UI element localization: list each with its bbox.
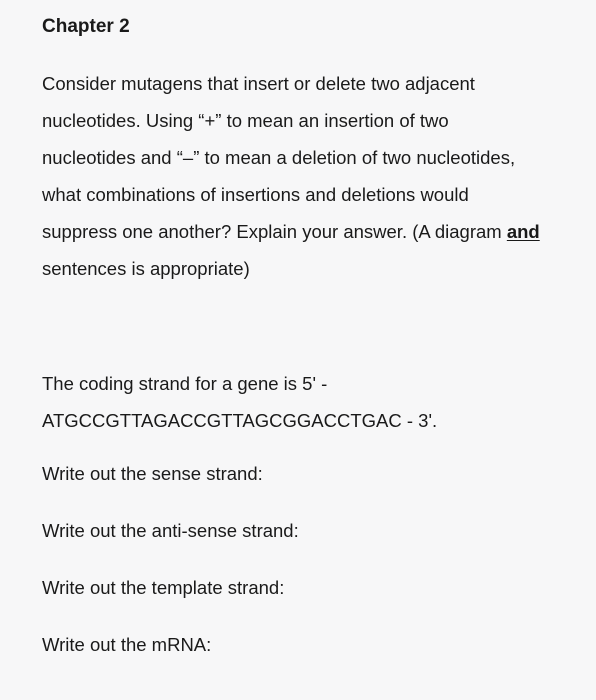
coding-strand-intro: The coding strand for a gene is 5' - [42,373,328,394]
question-text-after: sentences is appropriate) [42,258,250,279]
question-text-before: Consider mutagens that insert or delete two adjacent nucleotides. Using “+” to mean an insertion of two nucleotides and “–” to mean a deletion of two nucleotides, what combinations of insertions and deletions would suppress one another? Explain your answer. (A diagram [42,73,516,242]
coding-strand-statement [42,365,552,439]
prompt-template-strand: Write out the template strand: [42,577,285,598]
prompt-antisense-strand: Write out the anti-sense strand: [42,520,299,541]
coding-strand-sequence: ATGCCGTTAGACCGTTAGCGGACCTGAC - 3'. [42,410,438,431]
question-emphasis: and [506,221,540,242]
mutagen-question [42,65,542,287]
prompt-sense-strand: Write out the sense strand: [42,463,263,484]
chapter-title: Chapter 2 [42,16,130,37]
prompt-mrna: Write out the mRNA: [42,634,212,655]
